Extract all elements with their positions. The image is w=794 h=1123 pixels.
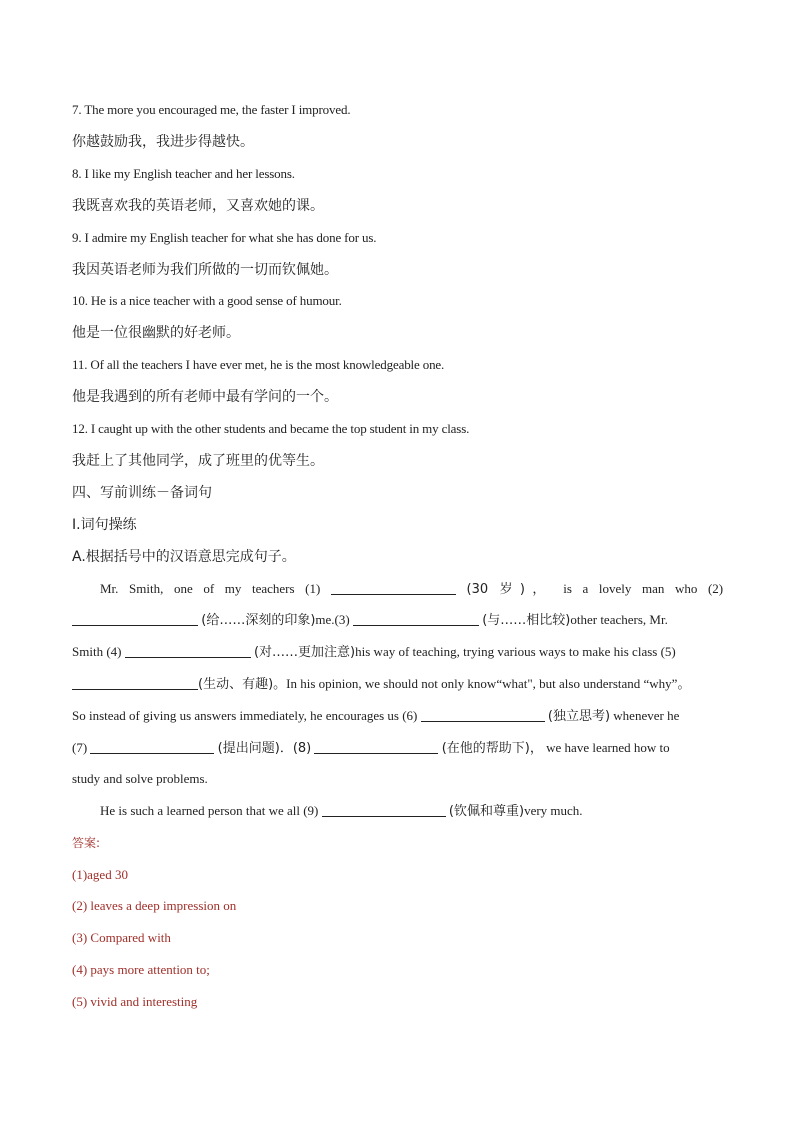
blank-3[interactable] (353, 611, 479, 626)
passage-line-3: Smith (4) (对……更加注意)his way of teaching, trying various ways to make his class (5) (72, 644, 676, 660)
answers-label: 答案: (72, 836, 101, 850)
subsection-title: I.词句操练 (72, 517, 137, 533)
answer-3: (3) Compared with (72, 930, 171, 945)
example-8-zh: 我既喜欢我的英语老师，又喜欢她的课。 (72, 198, 324, 214)
example-12-zh: 我赶上了其他同学，成了班里的优等生。 (72, 453, 324, 469)
answer-1: (1)aged 30 (72, 867, 128, 882)
answer-4: (4) pays more attention to; (72, 962, 210, 977)
blank-8[interactable] (314, 739, 438, 754)
blank-5[interactable] (72, 675, 198, 690)
blank-6[interactable] (421, 707, 545, 722)
passage-line-4: (生动、有趣)。In his opinion, we should not only know“what", but also understand “why”。 (72, 674, 690, 695)
example-7-en: 7. The more you encouraged me, the faster I improved. (72, 102, 351, 117)
example-7-zh: 你越鼓励我，我进步得越快。 (72, 134, 254, 150)
example-10-zh: 他是一位很幽默的好老师。 (72, 325, 240, 341)
blank-9[interactable] (322, 802, 446, 817)
example-8-en: 8. I like my English teacher and her lessons. (72, 166, 295, 181)
answer-2: (2) leaves a deep impression on (72, 898, 237, 913)
passage-line-2: (给……深刻的印象)me.(3) (与……相比较)other teachers, Mr. (72, 610, 668, 631)
example-9-en: 9. I admire my English teacher for what she has done for us. (72, 230, 377, 245)
passage-line-6: (7) (提出问题)．(8) (在他的帮助下)， we have learned how to (72, 740, 670, 756)
blank-1[interactable] (331, 580, 456, 595)
passage-line-8: He is such a learned person that we all (9) (钦佩和尊重)very much. (100, 803, 583, 819)
passage-line-7: study and solve problems. (72, 771, 208, 786)
example-12-en: 12. I caught up with the other students and became the top student in my class. (72, 421, 470, 436)
section-title: 四、写前训练－备词句 (72, 485, 212, 501)
blank-4[interactable] (125, 643, 251, 658)
example-11-zh: 他是我遇到的所有老师中最有学问的一个。 (72, 389, 338, 405)
passage-line-5: So instead of giving us answers immediately, he encourages us (6) (独立思考) whenever he (72, 708, 680, 724)
blank-2[interactable] (72, 611, 198, 626)
example-9-zh: 我因英语老师为我们所做的一切而钦佩她。 (72, 262, 338, 278)
answer-5: (5) vivid and interesting (72, 994, 198, 1009)
example-11-en: 11. Of all the teachers I have ever met, he is the most knowledgeable one. (72, 357, 445, 372)
instruction: A.根据括号中的汉语意思完成句子。 (72, 549, 296, 565)
blank-7[interactable] (90, 739, 214, 754)
passage-line-1: Mr. Smith, one of my teachers (1) (30 岁)， is a lovely man who (2) (100, 581, 724, 597)
example-10-en: 10. He is a nice teacher with a good sense of humour. (72, 293, 342, 308)
